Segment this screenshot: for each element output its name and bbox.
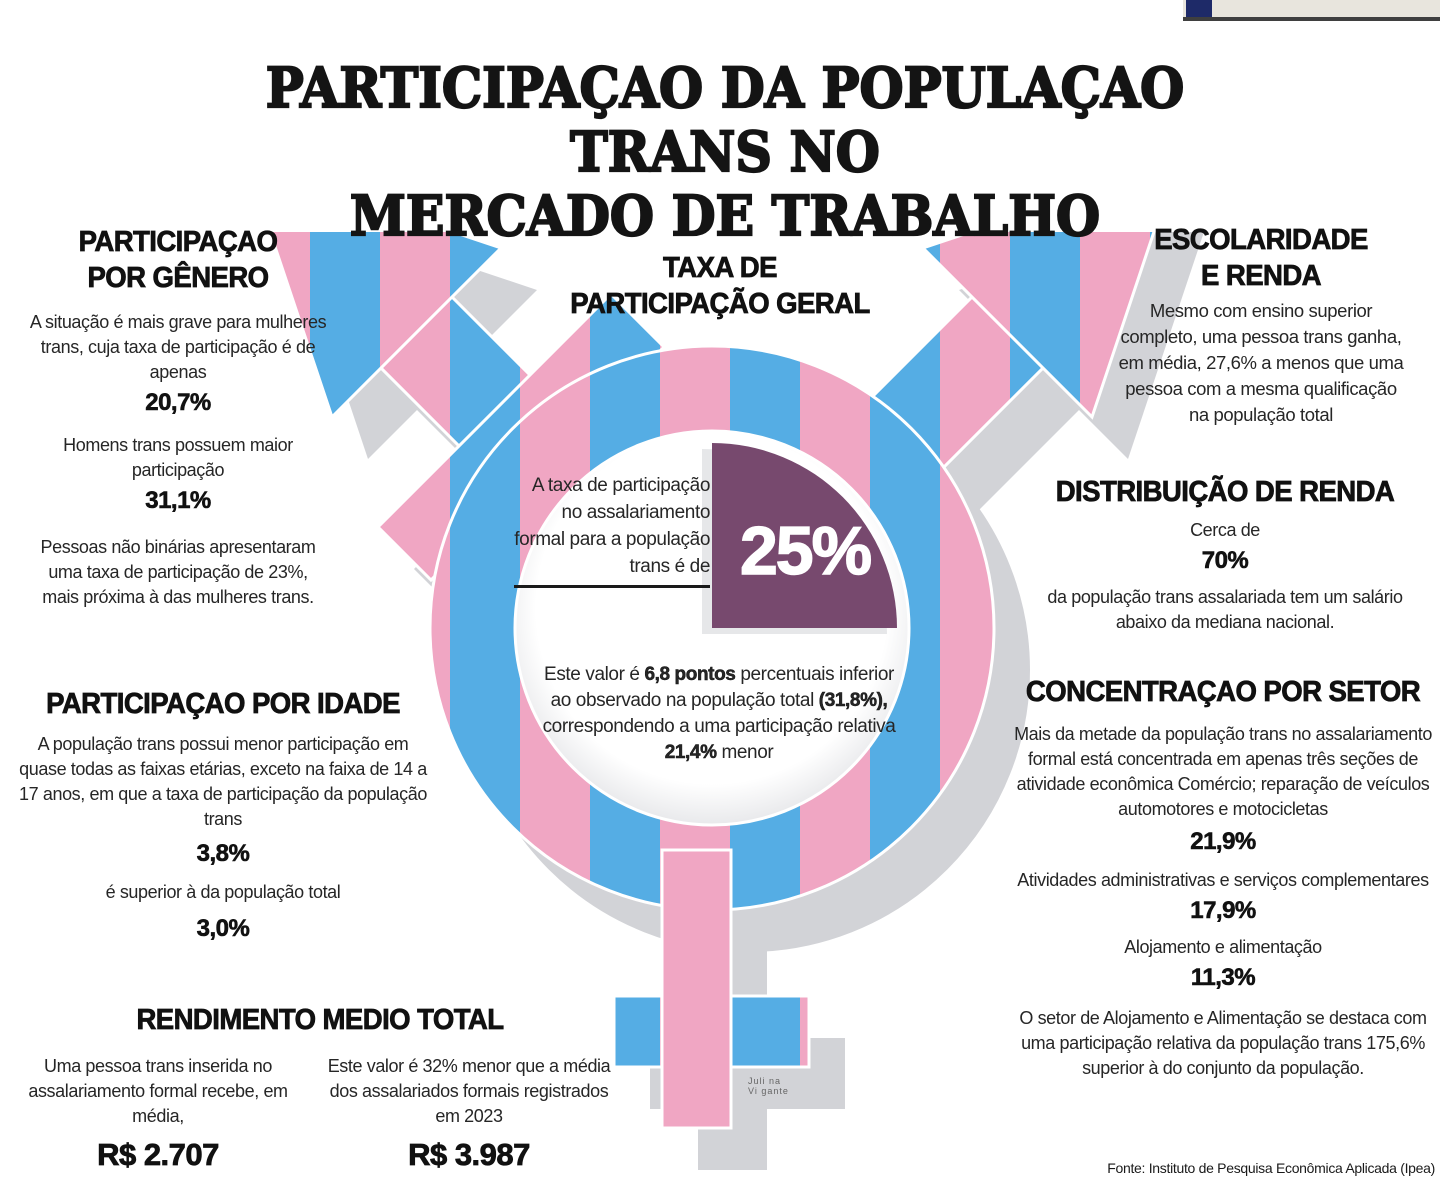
taxa-note-p2: percentuais inferior ao observado na população total [550,664,894,711]
taxa-note-b1: 6,8 pontos [644,664,736,685]
setor-v2: 17,9% [1190,897,1256,924]
escolaridade-p1: Mesmo com ensino superior completo, uma pessoa trans ganha, em média, 27,6% a menos que uma pessoa com a mesma qualificação na população total [1118,300,1404,425]
escolaridade-heading-line1: ESCOLARIDADE [1154,224,1368,256]
rendimento-right-value: R$ 3.987 [408,1137,530,1172]
idade-v2: 3,0% [196,915,250,942]
artist-credit [748,1076,789,1096]
setor-v1: 21,9% [1190,828,1256,855]
taxa-note [535,662,903,766]
section-idade [18,686,428,943]
setor-v3: 11,3% [1190,964,1256,991]
rendimento-right-p: Este valor é 32% menor que a média dos assalariados formais registrados em 2023 [327,1056,611,1126]
taxa-note-b2: (31,8%), [818,690,888,711]
distribuicao-v1: 70% [1201,547,1249,574]
rendimento-heading: RENDIMENTO MEDIO TOTAL [136,1004,504,1036]
genero-v2: 31,1% [145,487,211,514]
idade-heading: PARTICIPAÇAO POR IDADE [46,688,400,720]
genero-heading [36,224,321,296]
idade-p1: A população trans possui menor participação em quase todas as faixas etárias, exceto na faixa de 14 a 17 anos, em que a taxa de participação da população trans [19,734,427,829]
distribuicao-pre: Cerca de [1190,520,1260,540]
genero-p2: Homens trans possuem maior participação [63,435,293,480]
taxa-note-p4: menor [716,742,774,763]
bottom-stem [662,850,731,1128]
setor-p4: O setor de Alojamento e Alimentação se destaca com uma participação relativa da população trans 175,6% superior à do conjunto da população. [1019,1008,1427,1078]
rendimento-left-p: Uma pessoa trans inserida no assalariamento formal recebe, em média, [28,1056,288,1126]
escolaridade-heading [1122,222,1399,294]
section-genero [28,224,328,610]
idade-p2: é superior à da população total [105,882,341,902]
idade-v1: 3,8% [196,840,250,867]
setor-p3: Alojamento e alimentação [1124,937,1322,957]
section-escolaridade [1115,222,1407,428]
section-rendimento [20,1002,620,1173]
artist-credit-line1: Juli na [748,1076,782,1086]
genero-p1: A situação é mais grave para mulheres trans, cuja taxa de participação é de apenas [29,312,327,382]
taxa-note-p1: Este valor é [544,664,645,685]
pie-label: A taxa de participação no assalariamento formal para a população trans é de [514,472,710,588]
taxa-heading [530,250,910,322]
distribuicao-p1: da população trans assalariada tem um salário abaixo da mediana nacional. [1047,587,1403,632]
escolaridade-heading-line2: E RENDA [1200,260,1321,292]
taxa-heading-line1: TAXA DE [663,252,777,284]
setor-p1: Mais da metade da população trans no assalariamento formal está concentrada em apenas três seções de atividade econômica Comércio; reparação de veículos automotores e motocicletas [1014,724,1432,819]
distribuicao-heading: DISTRIBUIÇÃO DE RENDA [1055,476,1395,508]
section-distribuicao [1025,474,1425,635]
setor-heading: CONCENTRAÇAO POR SETOR [1025,676,1421,708]
taxa-note-b3: 21,4% [664,742,717,763]
genero-p3: Pessoas não binárias apresentaram uma taxa de participação de 23%, mais próxima à das mulheres trans. [40,537,316,607]
title-line1: PARTICIPAÇAO DA POPULAÇAO TRANS NO [265,55,1185,184]
artist-credit-line2: Vi gante [748,1086,789,1096]
rendimento-right [324,1054,614,1173]
title-line2: MERCADO DE TRABALHO [349,183,1101,248]
genero-v1: 20,7% [145,389,211,416]
pie-wedge-value: 25% [739,513,871,589]
source-line: Fonte: Instituto de Pesquisa Econômica Aplicada (Ipea) [1107,1160,1435,1176]
section-setor [1010,674,1436,1081]
rendimento-left-value: R$ 2.707 [97,1137,219,1172]
setor-p2: Atividades administrativas e serviços complementares [1017,870,1429,890]
page-title [168,56,1281,248]
taxa-heading-line2: PARTICIPAÇÃO GERAL [570,288,870,320]
genero-heading-line2: POR GÊNERO [87,262,269,294]
rendimento-left [20,1054,296,1173]
taxa-note-p3: correspondendo a uma participação relativa [542,716,896,737]
genero-heading-line1: PARTICIPAÇAO [78,226,278,258]
